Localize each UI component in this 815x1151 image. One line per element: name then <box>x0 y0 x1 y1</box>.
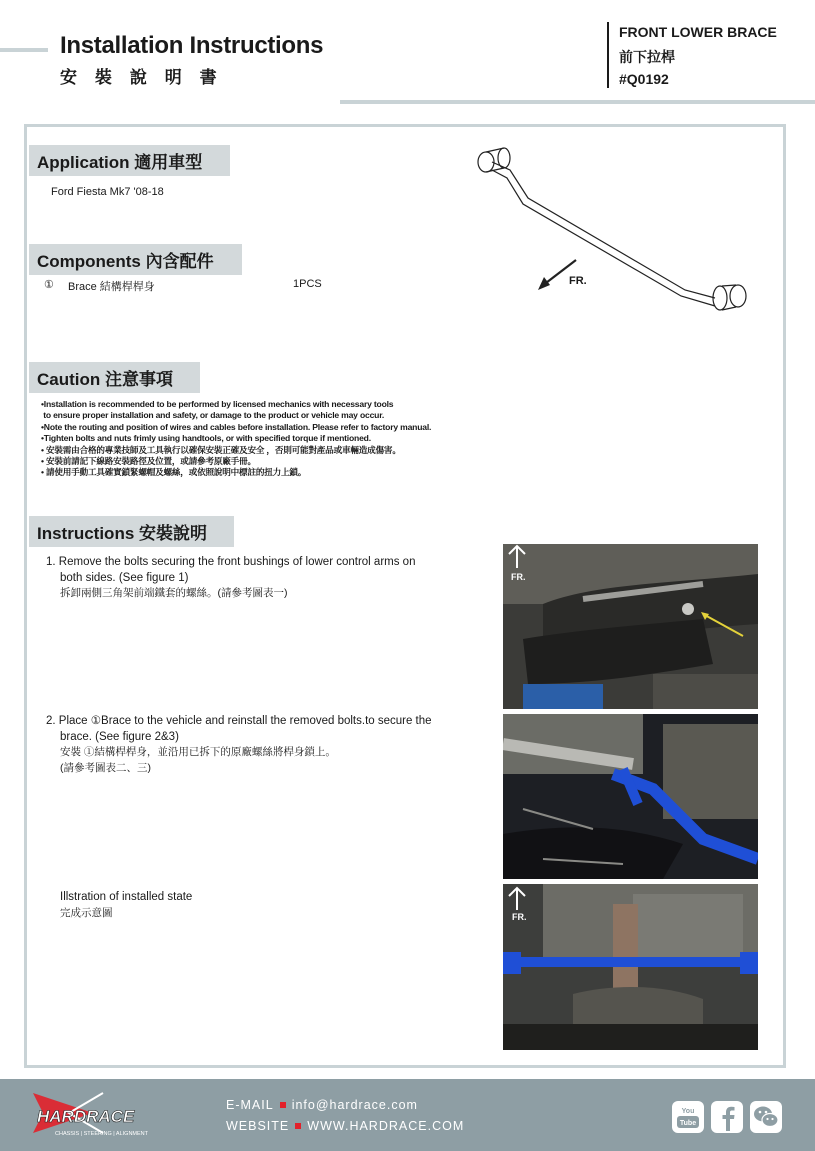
wechat-icon[interactable] <box>750 1101 782 1133</box>
website-label: WEBSITE <box>226 1119 290 1133</box>
brace-diagram <box>470 140 760 325</box>
caution-line: to ensure proper installation and safety, or damage to the product or vehicle may occur. <box>41 410 385 421</box>
website-link[interactable]: WWW.HARDRACE.COM <box>307 1119 465 1133</box>
page-title: Installation Instructions <box>60 32 324 59</box>
footer-email-row <box>226 1098 418 1112</box>
photo-fr-label: FR. <box>511 572 526 582</box>
svg-text:CHASSIS | STEERING | ALIGNMENT: CHASSIS | STEERING | ALIGNMENT <box>55 1131 149 1137</box>
component-qty: 1PCS <box>293 278 322 290</box>
bullet-icon <box>280 1102 286 1108</box>
figure-3-photo <box>503 884 758 1050</box>
hardrace-logo <box>33 1089 188 1139</box>
instructions-heading: Instructions 安裝說明 <box>29 516 234 547</box>
application-heading: Application 適用車型 <box>29 145 230 176</box>
caution-line: • 請使用手動工具確實鎖緊螺帽及螺絲，或依照說明中標註的扭力上鎖。 <box>41 467 307 478</box>
header-rule-right <box>340 100 815 104</box>
component-index: ① <box>44 279 54 291</box>
step-1 <box>46 555 496 602</box>
part-number: #Q0192 <box>619 71 669 87</box>
step-1-line2: both sides. (See figure 1) <box>60 571 189 584</box>
product-name-zh: 前下拉桿 <box>619 49 675 65</box>
step-2-zh1: 安裝 ①結構桿桿身，並沿用已拆下的原廠螺絲將桿身鎖上。 <box>60 746 336 758</box>
product-name: FRONT LOWER BRACE <box>619 24 777 40</box>
step-3-line1: Illstration of installed state <box>60 891 193 903</box>
step-1-line1: 1. Remove the bolts securing the front bushings of lower control arms on <box>46 556 416 568</box>
email-label: E-MAIL <box>226 1098 274 1112</box>
footer-website-row <box>226 1119 464 1133</box>
photo-fr-label-2: FR. <box>512 912 527 922</box>
vehicle-text: Ford Fiesta Mk7 '08-18 <box>51 186 164 198</box>
caution-line: • 安裝需由合格的專業技師及工具執行以確保安裝正確及安全 ，否則可能對產品或車輛造成傷害。 <box>41 444 401 455</box>
svg-text:You: You <box>681 1108 695 1115</box>
header-divider <box>607 22 609 88</box>
header-rule-left <box>0 48 48 52</box>
page-subtitle: 安 裝 說 明 書 <box>60 68 223 88</box>
step-2-zh2: (請參考圖表二、三) <box>60 761 151 774</box>
bullet-icon <box>295 1123 301 1129</box>
front-direction-label: FR. <box>569 275 587 287</box>
step-2-line1: 2. Place ①Brace to the vehicle and reinstall the removed bolts.to secure the <box>46 715 432 727</box>
svg-text:HARDRACE: HARDRACE <box>37 1107 135 1126</box>
components-heading: Components 內含配件 <box>29 244 242 275</box>
caution-line: •Installation is recommended to be performed by licensed mechanics with necessary tools <box>41 399 394 409</box>
caution-list <box>41 399 431 479</box>
email-link[interactable]: info@hardrace.com <box>291 1098 418 1112</box>
figure-1-photo <box>503 544 758 709</box>
step-2 <box>46 714 498 776</box>
youtube-icon[interactable] <box>672 1101 704 1133</box>
caution-line: • 安裝前請記下線路安裝路徑及位置，或請參考原廠手冊。 <box>41 456 256 467</box>
figure-2-photo <box>503 714 758 879</box>
step-3 <box>60 890 360 921</box>
facebook-icon[interactable] <box>711 1101 743 1133</box>
svg-text:Tube: Tube <box>679 1120 697 1127</box>
step-2-line2: brace. (See figure 2&3) <box>60 730 179 743</box>
component-name: Brace 結構桿桿身 <box>68 281 155 293</box>
caution-heading: Caution 注意事項 <box>29 362 200 393</box>
step-1-zh: 拆卸兩側三角架前端鐵套的螺絲。(請參考圖表一) <box>60 587 288 599</box>
caution-line: •Note the routing and position of wires and cables before installation. Please refer to factory manual. <box>41 421 432 432</box>
step-3-zh: 完成示意圖 <box>60 906 113 919</box>
caution-line: •Tighten bolts and nuts frimly using handtools, or with specified torque if mentioned. <box>41 433 371 444</box>
